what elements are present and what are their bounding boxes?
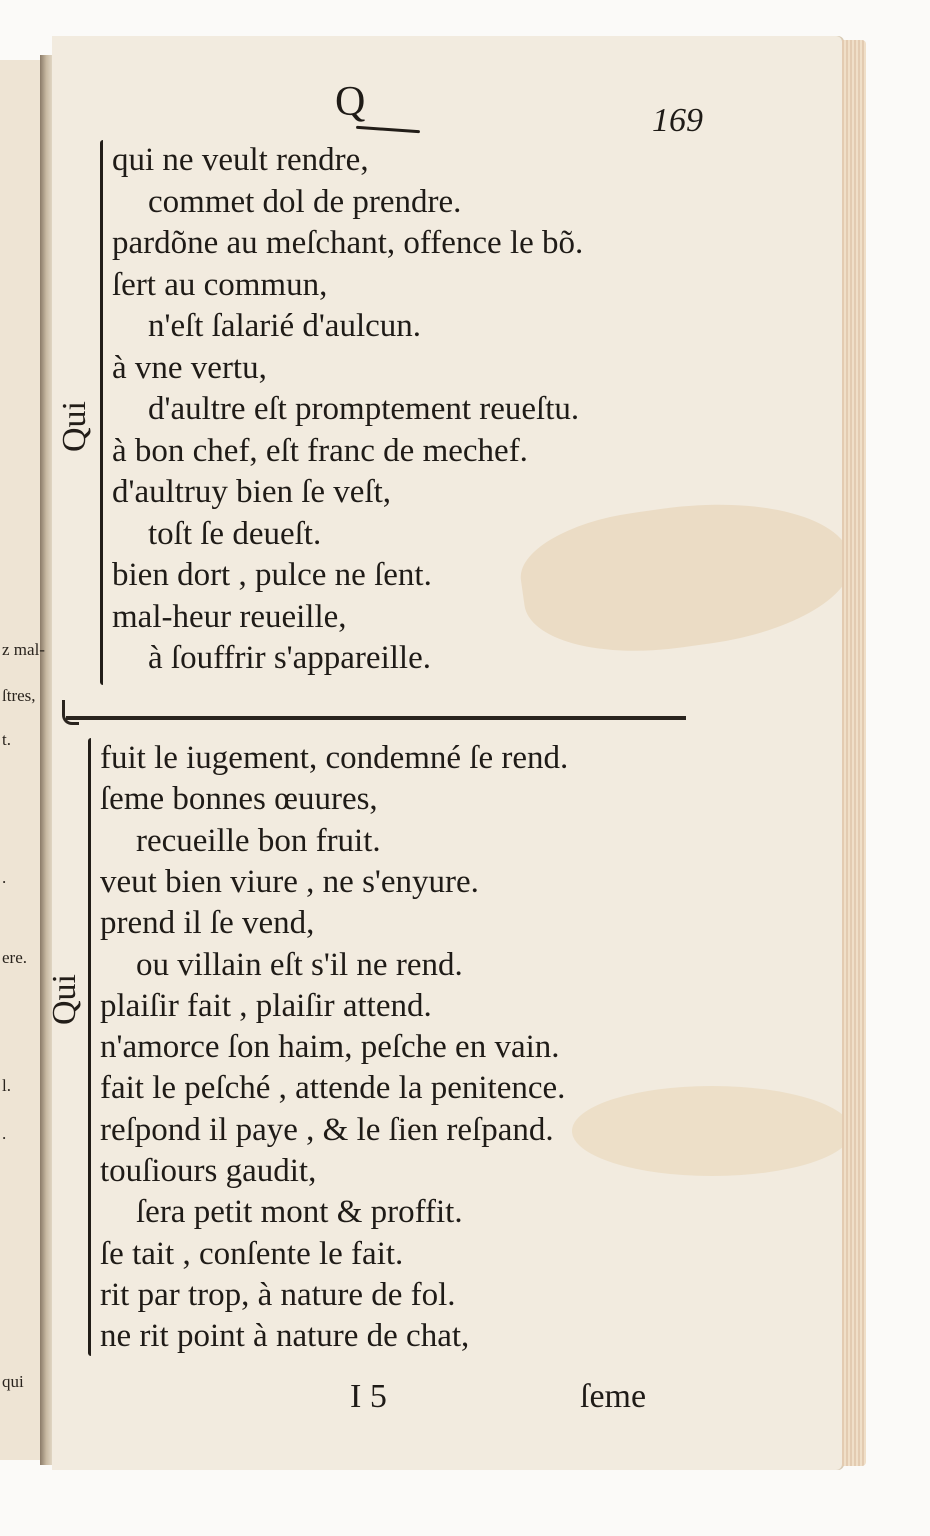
section1-brace — [100, 140, 103, 685]
verse-line: touſiours gaudit, — [100, 1153, 317, 1189]
verse-line: rit par trop, à nature de fol. — [100, 1276, 456, 1313]
verse-line: n'eſt ſalarié d'aulcun. — [148, 308, 422, 344]
margin-fragment: z mal- — [2, 640, 45, 659]
margin-fragment: l. — [2, 1076, 11, 1095]
verse-line: recueille bon fruit. — [136, 822, 381, 859]
section2-label: Qui — [46, 974, 83, 1025]
verse-line: ou villain eſt s'il ne rend. — [136, 946, 463, 983]
verse-line: toſt ſe deueſt. — [148, 515, 322, 552]
verse-line: plaiſir fait , plaiſir attend. — [100, 987, 432, 1024]
verse-line: d'aultre eſt promptement reueſtu. — [148, 391, 580, 427]
verse-line: commet dol de prendre. — [148, 183, 462, 220]
verse-line: ſe tait , conſente le fait. — [100, 1235, 404, 1272]
margin-fragment: . — [2, 1124, 7, 1143]
verse-line: ſeme bonnes œuures, — [100, 781, 378, 818]
verse-line: à bon chef, eſt franc de mechef. — [112, 432, 528, 469]
verse-line: prend il ſe vend, — [100, 905, 315, 942]
verse-line: d'aultruy bien ſe veſt, — [112, 474, 392, 510]
verse-line: qui ne veult rendre, — [112, 142, 369, 178]
margin-fragment: qui — [2, 1372, 24, 1391]
signature-mark: I 5 — [350, 1378, 387, 1415]
verse-line: bien dort , pulce ne ſent. — [112, 557, 432, 593]
verse-line: à ſouffrir s'appareille. — [148, 640, 431, 676]
water-stain — [572, 1086, 852, 1176]
water-stain — [514, 484, 860, 669]
catchword: ſeme — [580, 1378, 647, 1415]
verse-line: veut bien viure , ne s'enyure. — [100, 863, 479, 900]
section2-brace — [88, 738, 91, 1356]
verse-line: ſert au commun, — [112, 266, 328, 303]
verse-line: pardõne au meſchant, offence le bõ. — [112, 225, 584, 261]
verse-line: mal-heur reueille, — [112, 598, 347, 635]
verse-line: reſpond il paye , & le ſien reſpand. — [100, 1111, 554, 1148]
margin-fragment: . — [2, 868, 7, 887]
running-head-letter: Q — [335, 79, 366, 125]
verse-line: ne rit point à nature de chat, — [100, 1318, 470, 1355]
verse-line: à vne vertu, — [112, 349, 267, 386]
section-divider-tick — [62, 700, 79, 725]
verse-line: ſera petit mont & proffit. — [136, 1194, 463, 1231]
page-block-edge — [842, 40, 866, 1466]
section-divider — [66, 716, 686, 720]
margin-fragment: ere. — [2, 948, 28, 967]
verse-line: fait le peſché , attende la penitence. — [100, 1070, 566, 1107]
verse-line: n'amorce ſon haim, peſche en vain. — [100, 1029, 560, 1066]
verse-line: fuit le iugement, condemné ſe rend. — [100, 740, 569, 776]
page-number: 169 — [652, 102, 703, 139]
margin-fragment: t. — [2, 730, 11, 749]
margin-fragment: ſtres, — [2, 686, 36, 705]
section1-label: Qui — [56, 401, 93, 452]
